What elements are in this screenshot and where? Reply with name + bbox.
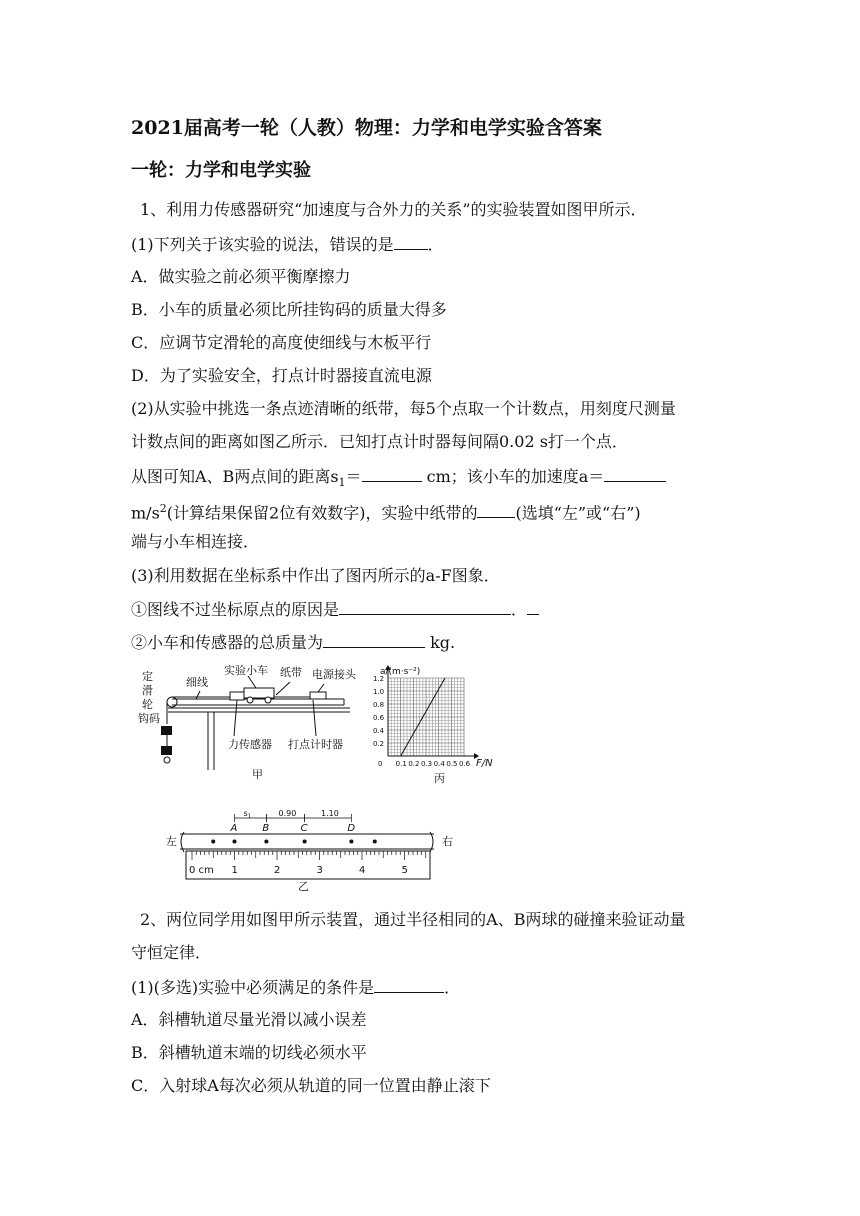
x-tick-label: 0.1 — [395, 760, 407, 768]
q1-option-d: D．为了实验安全，打点计时器接直流电源 — [131, 366, 432, 385]
q2-option-b: B．斜槽轨道末端的切线必须水平 — [131, 1043, 367, 1062]
ruler-caption: 乙 — [298, 880, 309, 892]
ruler-number: 3 — [316, 865, 323, 876]
tape-dot — [373, 840, 377, 844]
y-tick-label: 1.2 — [373, 675, 385, 683]
q2-option-c: C．入射球A每次必须从轨道的同一位置由静止滚下 — [131, 1076, 491, 1095]
label-power: 电源接头 — [312, 668, 356, 681]
cart-icon — [244, 688, 274, 698]
y-tick-label: 0.2 — [373, 740, 385, 748]
label-string: 细线 — [186, 676, 208, 689]
point-label: C — [300, 823, 308, 834]
q1-part2-line4: $m/s^2$(计算结果保留2位有效数字)，实验中纸带的 (选填“左”或“右”) — [131, 502, 641, 523]
ruler-number: 1 — [231, 865, 238, 876]
q2-intro-line2: 守恒定律． — [131, 943, 212, 962]
hook-icon — [164, 757, 170, 763]
label-pulley-1: 定 — [142, 670, 153, 683]
answer-blank — [339, 598, 511, 615]
tape-dot — [264, 840, 268, 844]
q1-part3-b: ②小车和传感器的总质量为 kg. — [131, 633, 456, 652]
q1-part1: (1)下列关于该实验的说法，错误的是 ． — [131, 235, 444, 254]
q1-part2-line2: 计数点间的距离如图乙所示．已知打点计时器每间隔0.02 s打一个点． — [131, 432, 628, 451]
q1-part2-line5: 端与小车相连接． — [131, 532, 260, 551]
ruler-figure — [162, 806, 462, 892]
ruler-number: 5 — [401, 865, 408, 876]
x-tick-label: 0.5 — [446, 760, 458, 768]
chart-caption: 丙 — [434, 772, 445, 785]
label-pulley-2: 滑 — [142, 684, 153, 697]
label-left: 左 — [166, 835, 177, 848]
y-tick-label: 0.4 — [373, 727, 385, 735]
q2-option-a: A．斜槽轨道尽量光滑以减小误差 — [131, 1010, 367, 1029]
answer-blank — [394, 233, 428, 250]
timer-icon — [310, 692, 326, 699]
chart-xlabel: F/N — [476, 758, 493, 769]
dimension-label: $s_1$ — [243, 809, 252, 820]
force-sensor-icon — [230, 692, 244, 700]
tape-dot — [211, 840, 215, 844]
tape-dot — [233, 840, 237, 844]
caption-jia: 甲 — [252, 768, 263, 781]
label-hook: 钩码 — [138, 712, 160, 725]
label-tape: 纸带 — [280, 666, 302, 679]
y-tick-label: 1.0 — [373, 688, 385, 696]
q1-part2-line1: (2)从实验中挑选一条点迹清晰的纸带，每5个点取一个计数点，用刻度尺测量 — [131, 399, 676, 418]
point-label: A — [230, 823, 238, 834]
ruler-number: 0 cm — [189, 865, 214, 876]
q1-part3: (3)利用数据在坐标系中作出了图丙所示的a-F图象． — [131, 566, 500, 585]
chart-ylabel: a/(m·s⁻²) — [380, 667, 421, 677]
label-sensor: 力传感器 — [228, 738, 272, 751]
q1-part3-a: ①图线不过坐标原点的原因是 ． — [131, 598, 539, 621]
apparatus-figure — [138, 664, 363, 784]
label-timer: 打点计时器 — [288, 738, 343, 751]
dimension-label: 0.90 — [278, 809, 297, 818]
y-tick-label: 0.6 — [373, 714, 385, 722]
weight-icon — [161, 726, 172, 735]
section-heading: 一轮：力学和电学实验 — [131, 160, 311, 181]
ruler-number: 2 — [274, 865, 281, 876]
q1-intro: 1、利用力传感器研究“加速度与合外力的关系”的实验装置如图甲所示． — [140, 200, 647, 219]
point-label: B — [262, 823, 270, 834]
answer-blank — [323, 631, 425, 648]
answer-blank — [477, 501, 515, 518]
x-tick-label: 0.4 — [433, 760, 445, 768]
weight-icon — [161, 746, 172, 755]
label-pulley-3: 轮 — [142, 698, 153, 711]
label-cart: 实验小车 — [224, 664, 268, 677]
q2-part1: (1)(多选)实验中必须满足的条件是 ． — [131, 978, 461, 997]
point-label: D — [347, 823, 356, 834]
tape-points — [211, 823, 377, 844]
q1-option-c: C．应调节定滑轮的高度使细线与木板平行 — [131, 333, 432, 352]
ruler-body — [186, 851, 430, 879]
ruler-number: 4 — [359, 865, 366, 876]
a-f-chart — [362, 664, 512, 788]
x-tick-label: 0 — [378, 760, 383, 768]
label-right: 右 — [442, 835, 453, 848]
x-tick-label: 0.6 — [459, 760, 471, 768]
dimension-label: 1.10 — [321, 809, 339, 818]
x-tick-label: 0.3 — [421, 760, 433, 768]
tape-dot — [303, 840, 307, 844]
q1-option-a: A．做实验之前必须平衡摩擦力 — [131, 267, 351, 286]
y-tick-label: 0.8 — [373, 701, 385, 709]
dimension-sub: 1 — [247, 813, 252, 820]
answer-blank — [604, 465, 666, 482]
tape-dot — [349, 840, 353, 844]
distance-markers — [235, 809, 352, 822]
q2-intro-line1: 2、两位同学用如图甲所示装置，通过半径相同的A、B两球的碰撞来验证动量 — [140, 910, 686, 929]
q1-part2-line3: 从图可知A、B两点间的距离$s_1=$ cm；该小车的加速度a＝ — [131, 465, 666, 494]
x-tick-label: 0.2 — [408, 760, 420, 768]
q1-option-b: B．小车的质量必须比所挂钩码的质量大得多 — [131, 300, 447, 319]
chart-grid — [388, 678, 464, 756]
answer-blank — [362, 465, 422, 482]
doc-title: 2021届高考一轮（人教）物理：力学和电学实验含答案 — [131, 117, 602, 139]
answer-blank — [374, 976, 444, 993]
chart-axes — [385, 665, 479, 759]
